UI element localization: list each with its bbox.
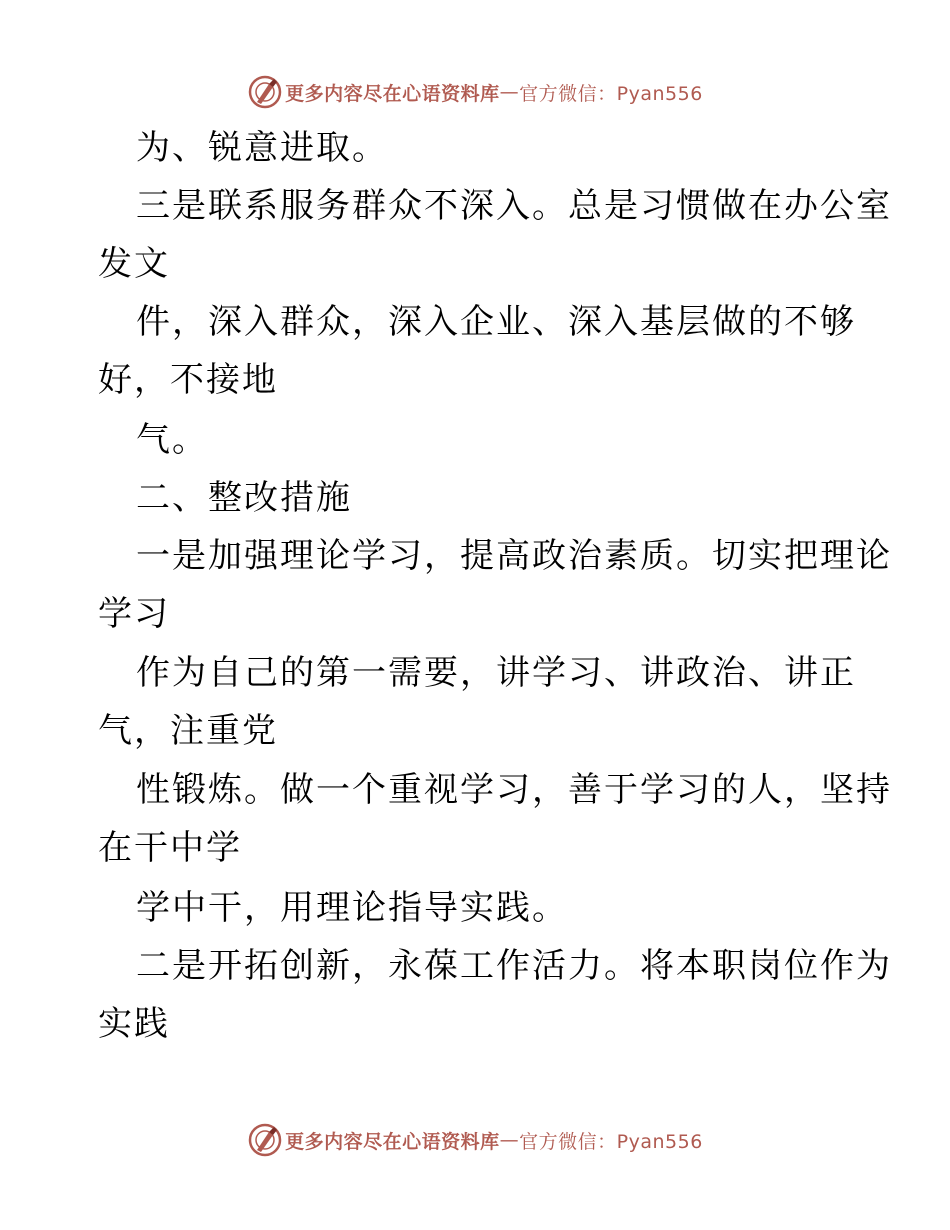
pen-logo-icon [247, 1122, 283, 1158]
text-line: 三是联系服务群众不深入。总是习惯做在办公室 [136, 186, 892, 226]
text-line: 件，深入群众，深入企业、深入基层做的不够 [136, 302, 856, 342]
text-line: 好，不接地 [98, 360, 278, 400]
watermark-contact: 官方微信：Pyan556 [519, 82, 703, 105]
text-line: 学习 [98, 594, 170, 634]
text-line: 二是开拓创新，永葆工作活力。将本职岗位作为 [136, 946, 892, 986]
text-line: 气，注重党 [98, 711, 278, 751]
text-line: 性锻炼。做一个重视学习，善于学习的人，坚持 [136, 770, 892, 810]
watermark-dash: — [499, 1129, 520, 1151]
footer-watermark [0, 1118, 950, 1162]
pen-logo-icon [247, 74, 283, 110]
text-line: 发文 [98, 244, 170, 284]
watermark-contact: 官方微信：Pyan556 [519, 1130, 703, 1153]
text-line: 气。 [136, 420, 208, 460]
section-heading: 二、整改措施 [136, 478, 352, 518]
watermark-brand: 更多内容尽在心语资料库 [285, 82, 500, 105]
text-line: 作为自己的第一需要，讲学习、讲政治、讲正 [136, 653, 856, 693]
header-watermark [0, 70, 950, 114]
text-line: 实践 [98, 1004, 170, 1044]
text-line: 在干中学 [98, 828, 242, 868]
watermark-dash: — [499, 81, 520, 103]
text-line: 为、锐意进取。 [136, 128, 388, 168]
watermark-brand: 更多内容尽在心语资料库 [285, 1130, 500, 1153]
text-line: 一是加强理论学习，提高政治素质。切实把理论 [136, 536, 892, 576]
text-line: 学中干，用理论指导实践。 [136, 888, 568, 928]
